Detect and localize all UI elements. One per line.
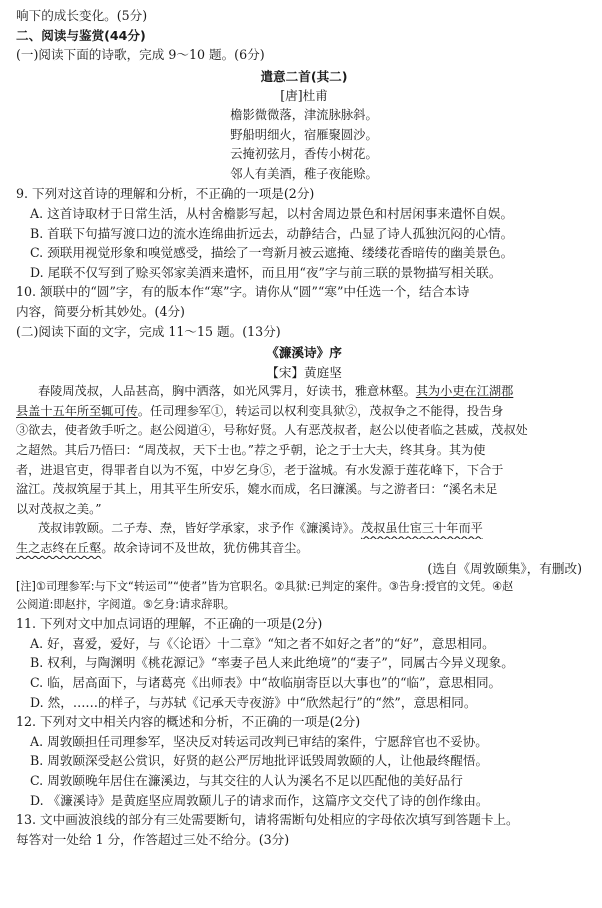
poem-title: 遣意二首(其二)	[260, 68, 348, 84]
question-10-cont: 内容，简要分析其妙处。(4分)	[16, 303, 185, 319]
poem-line: 邻人有美酒，稚子夜能赊。	[230, 166, 378, 181]
question-13-cont: 每答对一处给 1 分，作答超过三处不给分。(3分)	[16, 831, 290, 847]
text-line: 响下的成长变化。(5分)	[16, 8, 148, 23]
underlined-text: 其为小吏在江湖郡	[415, 384, 514, 399]
option: B. 权利，与陶渊明《桃花源记》“率妻子邑人来此绝境”的“妻子”，同属古今异义现象。	[30, 655, 514, 671]
prose-line	[16, 382, 592, 402]
poem-body	[16, 106, 592, 184]
prose-line: 以对茂叔之美。”	[16, 501, 102, 516]
wavy-underlined-text: 茂叔虽仕宦三十年而平	[360, 521, 483, 536]
prose-line	[16, 519, 592, 539]
prose-title: 《濂溪诗》序	[266, 345, 342, 361]
option: D. 《濂溪诗》是黄庭坚应周敦颐儿子的请求而作，这篇序文交代了诗的创作缘由。	[30, 792, 489, 808]
footnote: [注]①司理参军:与下文“转运司”“使者”皆为官职名。②具狱:已判定的案件。③告身:授官的文凭。④赵	[16, 580, 514, 594]
subsection-heading: (二)阅读下面的文字，完成 11～15 题。(13分)	[16, 323, 281, 339]
prose-line	[16, 539, 592, 559]
option: C. 颈联用视觉形象和嗅觉感受，描绘了一弯新月被云遮掩、缕缕花香暗传的幽美景色。	[30, 245, 514, 261]
question-10: 10. 颔联中的“圆”字，有的版本作“寒”字。请你从“圆”“寒”中任选一个，结合本诗	[16, 284, 470, 300]
option: A. 周敦颐担任司理参军，坚决反对转运司改判已审结的案件，宁愿辞官也不妥协。	[30, 733, 488, 749]
prose-text: 。故余诗词不及世故，犹仿佛其音尘。	[101, 541, 309, 556]
prose-text: 春陵周茂叔，人品甚高，胸中洒落，如光风霁月，好读书，雅意林壑。	[38, 384, 416, 399]
prose-text: 。任司理参军①，转运司以权利变具狱②，茂叔争之不能得，投告身	[137, 403, 504, 418]
wavy-underlined-text: 生之志终在丘壑	[16, 541, 102, 556]
prose-line: 者，进退官吏，得罪者自以为不冤，中岁乞身⑤，老于湓城。有水发源于莲花峰下，下合于	[16, 462, 504, 477]
question-13: 13. 文中画波浪线的部分有三处需要断句，请将需断句处相应的字母依次填写到答题卡上。	[16, 812, 519, 828]
option: B. 周敦颐深受赵公赏识，好贤的赵公严厉地批评诋毁周敦颐的人，让他最终醒悟。	[30, 753, 489, 769]
prose-line: 之超然。其后乃悟曰：“周茂叔，天下士也。”荐之乎朝，论之于士大夫，终其身。其为使	[16, 443, 486, 458]
question-11: 11. 下列对文中加点词语的理解，不正确的一项是(2分)	[16, 616, 323, 632]
question-12: 12. 下列对文中相关内容的概述和分析，不正确的一项是(2分)	[16, 714, 361, 730]
option: B. 首联下句描写渡口边的流水连绵曲折远去，动静结合，凸显了诗人孤独沉闷的心情。	[30, 225, 514, 241]
option: C. 临，居高面下，与诸葛亮《出师表》中“故临崩寄臣以大事也”的“临”，意思相同。	[30, 675, 502, 690]
section-heading: 二、阅读与鉴赏(44分)	[16, 27, 146, 43]
underlined-text: 县盖十五年所至辄可传	[16, 403, 138, 418]
subsection-heading: (一)阅读下面的诗歌，完成 9～10 题。(6分)	[16, 47, 265, 63]
option: D. 尾联不仅写到了赊买邻家美酒来遣怀，而且用“夜”字与前三联的景物描写相关联。	[30, 264, 502, 280]
poem-line: 檐影微微落，津流脉脉斜。	[230, 107, 378, 122]
option: D. 然，……的样子，与苏轼《记承天寺夜游》中“欣然起行”的“然”，意思相同。	[30, 694, 477, 710]
source-citation: (选自《周敦颐集》，有删改)	[427, 560, 582, 576]
prose-line	[16, 402, 592, 422]
prose-author: 【宋】黄庭坚	[266, 364, 342, 380]
footnote: 公阅道:即赵抃，字阅道。⑤乞身:请求辞职。	[16, 598, 235, 612]
question-9: 9. 下列对这首诗的理解和分析，不正确的一项是(2分)	[16, 186, 315, 202]
prose-line: 湓江。茂叔筑屋于其上，用其平生所安乐，媲水而成，名曰濂溪。与之游者曰：“溪名未足	[16, 482, 498, 497]
poem-line: 野船明细火，宿雁聚圆沙。	[230, 127, 378, 142]
poem-author: [唐]杜甫	[280, 88, 328, 104]
option: A. 好，喜爱，爱好，与《〈论语〉十二章》“知之者不如好之者”的“好”，意思相同。	[30, 635, 495, 651]
poem-line: 云掩初弦月，香传小树花。	[230, 147, 378, 162]
prose-body	[16, 382, 592, 558]
prose-line: ③欲去，使者敛手听之。赵公阅道④，号称好贤。人有恶茂叔者，赵公以使者临之甚威，茂叔处	[16, 423, 528, 438]
option: A. 这首诗取材于日常生活，从村舍檐影写起，以村舍周边景色和村居闲事来遣怀自娱。	[30, 205, 514, 221]
option: C. 周敦颐晚年居住在濂溪边，与其交往的人认为溪名不足以匹配他的美好品行	[30, 772, 463, 788]
prose-text: 茂叔讳敦颐。二子寿、焘，皆好学承家，求予作《濂溪诗》。	[38, 521, 361, 536]
